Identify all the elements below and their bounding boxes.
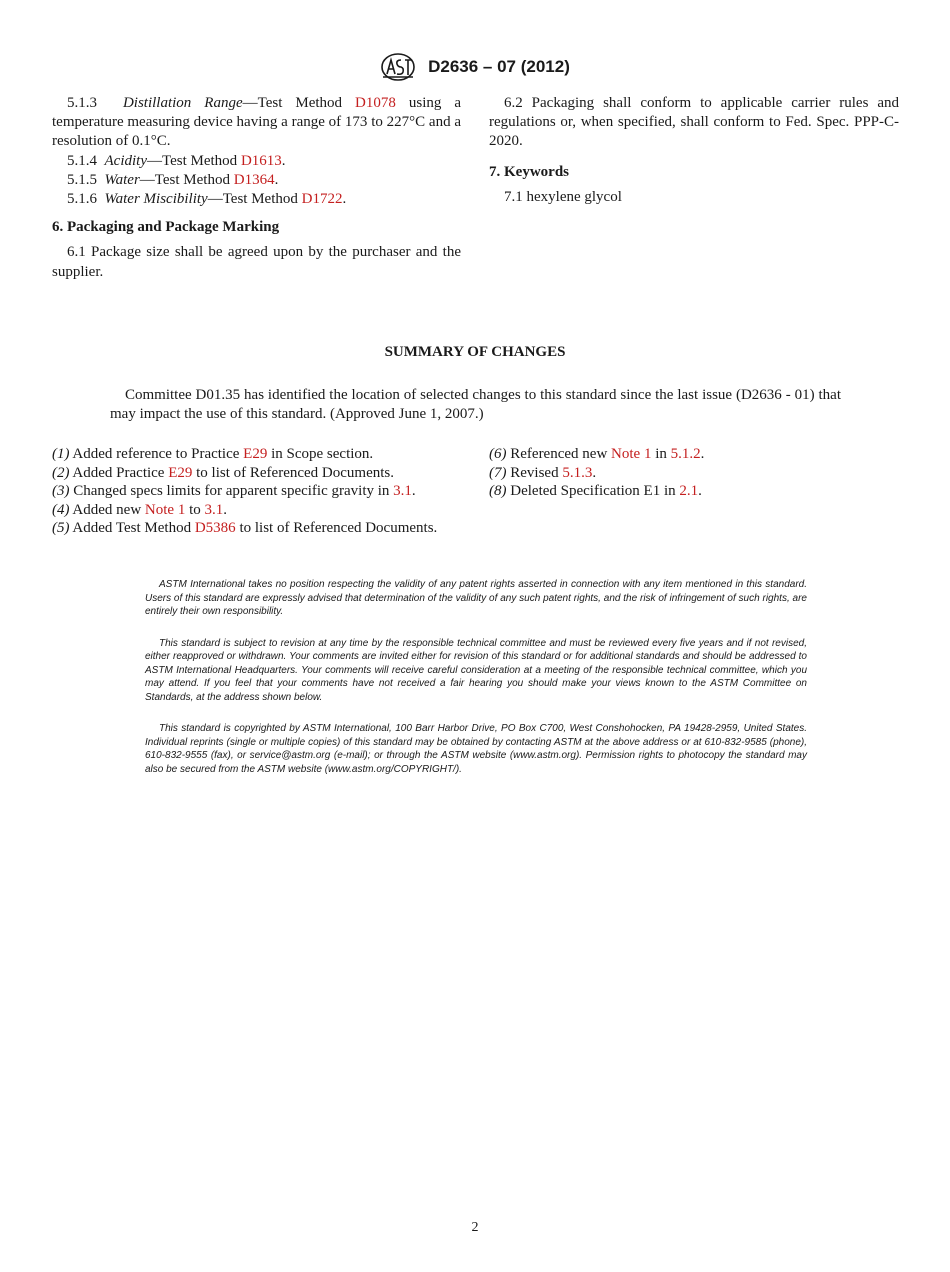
change-text: . (411, 483, 416, 500)
section-7-heading: 7. Keywords (489, 163, 569, 180)
patent-notice: ASTM International takes no position respecting the validity of any patent rights asserted in connection with any item mentioned in this standard. Users of this standard are expressly advised that determination of the validity of any such patent rights, and the risk of infringement of such rights, are entirely their own responsibility. (145, 579, 807, 617)
change-item (52, 501, 461, 520)
change-text: Changed specs limits for apparent specific gravity in (69, 483, 394, 500)
change-number: (6) (489, 446, 507, 462)
change-item (52, 519, 461, 538)
change-text: to list of Referenced Documents. (235, 520, 438, 537)
change-number: (7) (489, 464, 507, 481)
section-6-heading: 6. Packaging and Package Marking (52, 219, 280, 236)
astm-logo-icon (380, 52, 416, 82)
change-text: Added new (69, 501, 145, 518)
section-5-1-6 (52, 190, 461, 209)
astm-notices (145, 578, 807, 794)
section-text: . (281, 152, 286, 169)
change-number: (1) (52, 446, 70, 462)
section-number: 5.1.3 (67, 95, 97, 111)
page-number: 2 (471, 1220, 479, 1235)
section-5-1-3 (52, 94, 461, 152)
change-item (489, 464, 899, 483)
link-e29[interactable]: E29 (168, 464, 193, 481)
change-text: . (700, 446, 705, 462)
change-item (489, 445, 899, 464)
change-number: (2) (52, 464, 70, 481)
link-section-3-1[interactable]: 3.1 (204, 501, 224, 518)
section-title: Water (104, 171, 140, 188)
change-text: in (651, 446, 671, 462)
change-item (489, 482, 899, 501)
revision-notice: This standard is subject to revision at any time by the responsible technical committee and must be reviewed every five years and if not revised, either reapproved or withdrawn. Your comments are invited either for revision of this standard or for additional standards and should be addressed to ASTM International Headquarters. Your comments will receive careful consideration at a meeting of the responsible technical committee, which you may attend. If you feel that your comments have not received a fair hearing you should make your views known to the ASTM Committee on Standards, at the address shown below. (145, 637, 807, 703)
section-number: 5.1.6 (67, 191, 97, 208)
link-d1364[interactable]: D1364 (233, 171, 275, 188)
change-text: . (223, 501, 227, 518)
document-designation: D2636 – 07 (2012) (428, 57, 570, 76)
summary-of-changes-title: SUMMARY OF CHANGES (384, 344, 566, 360)
change-item (52, 482, 461, 501)
change-text: Added Test Method (69, 520, 195, 537)
link-section-5-1-3[interactable]: 5.1.3 (562, 464, 593, 481)
change-item (52, 464, 461, 483)
link-note-1[interactable]: Note 1 (611, 446, 652, 462)
change-number: (3) (52, 483, 70, 500)
change-text: in Scope section. (267, 446, 374, 462)
section-text: —Test Method (242, 95, 356, 111)
link-d1722[interactable]: D1722 (301, 191, 343, 208)
changes-list-right (489, 445, 899, 501)
section-6-1: 6.1 Package size shall be agreed upon by the purchaser and the supplier. (52, 244, 461, 280)
link-section-3-1[interactable]: 3.1 (393, 483, 412, 500)
summary-intro: Committee D01.35 has identified the location of selected changes to this standard since the last issue (D2636 - 01) that may impact the use of this standard. (Approved June 1, 2007.) (110, 387, 841, 423)
change-number: (5) (52, 520, 70, 537)
section-5-1-5 (52, 171, 461, 190)
change-text: . (592, 464, 597, 481)
change-number: (4) (52, 501, 70, 518)
section-number: 5.1.5 (67, 171, 97, 188)
section-7-1: 7.1 hexylene glycol (504, 188, 622, 205)
section-text: . (274, 171, 279, 188)
right-column (489, 94, 899, 207)
section-text: —Test Method (146, 152, 241, 169)
link-section-5-1-2[interactable]: 5.1.2 (670, 446, 701, 462)
changes-list-left (52, 445, 461, 538)
link-note-1[interactable]: Note 1 (144, 501, 186, 518)
change-text: to list of Referenced Documents. (192, 464, 394, 481)
section-text: —Test Method (207, 191, 302, 208)
change-text: Referenced new (506, 446, 612, 462)
link-section-2-1[interactable]: 2.1 (679, 483, 699, 500)
section-6-2: 6.2 Packaging shall conform to applicable carrier rules and regulations or, when specified, shall conform to Fed. Spec. PPP-C-2020. (489, 95, 899, 150)
link-d1078[interactable]: D1078 (355, 95, 396, 111)
change-text: to (185, 501, 205, 518)
section-5-1-4 (52, 152, 461, 171)
change-item (52, 445, 461, 464)
page-header (0, 52, 950, 82)
section-title: Acidity (104, 152, 147, 169)
section-text: —Test Method (139, 171, 234, 188)
left-column (52, 94, 461, 282)
change-text: Revised (506, 464, 563, 481)
link-e29[interactable]: E29 (243, 446, 268, 462)
section-title: Water Miscibility (104, 191, 208, 208)
link-d5386[interactable]: D5386 (194, 520, 236, 537)
change-text: . (698, 483, 702, 500)
link-d1613[interactable]: D1613 (240, 152, 282, 169)
change-text: Deleted Specification E1 in (506, 483, 680, 500)
section-title: Distillation Range (122, 95, 243, 111)
change-number: (8) (489, 483, 507, 500)
section-text: using a temperature measuring device having a range of 173 to 227°C and a resolution of 0.1°C. (52, 95, 461, 150)
copyright-notice: This standard is copyrighted by ASTM International, 100 Barr Harbor Drive, PO Box C700, West Conshohocken, PA 19428-2959, United States. Individual reprints (single or multiple copies) of this standard may be obtained by contacting ASTM at the above address or at 610-832-9585 (phone), 610-832-9555 (fax), or service@astm.org (e-mail); or through the ASTM website (www.astm.org). Permission rights to photocopy the standard may also be secured from the ASTM website (www.astm.org/COPYRIGHT/). (145, 723, 807, 775)
change-text: Added reference to Practice (69, 446, 244, 462)
change-text: Added Practice (69, 464, 169, 481)
section-number: 5.1.4 (67, 152, 97, 169)
section-text: . (342, 191, 347, 208)
